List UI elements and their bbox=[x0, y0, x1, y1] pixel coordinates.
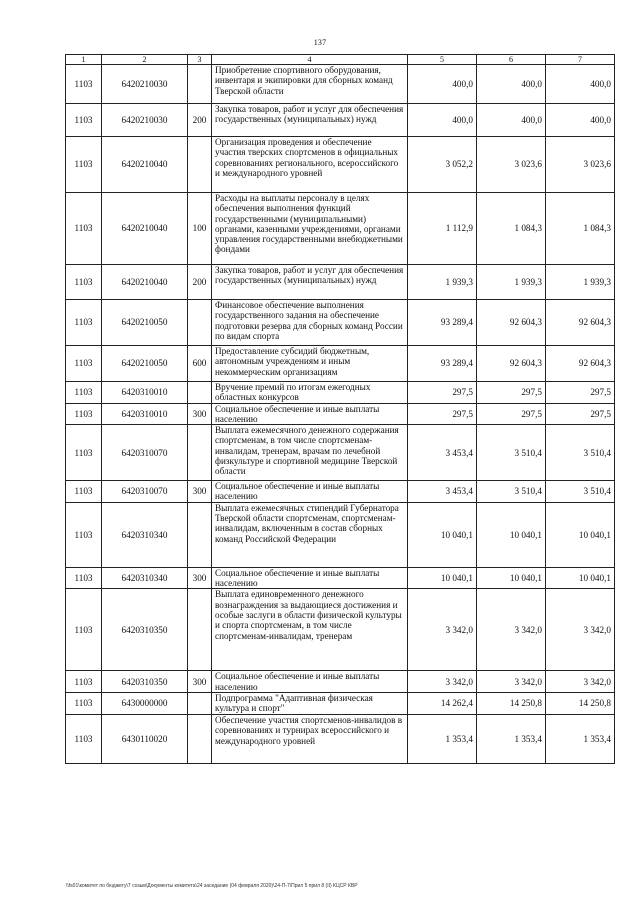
header-col-7: 7 bbox=[546, 55, 615, 65]
table-row bbox=[66, 671, 615, 693]
cell-description: Финансовое обеспечение выполнения государственного задания на обеспечение подготовки резерва для сборных команд России по видам спорта bbox=[212, 300, 408, 346]
cell-description: Предоставление субсидий бюджетным, автономным учреждениям и иным некоммерческим организациям bbox=[212, 346, 408, 382]
cell-amount-col7: 400,0 bbox=[546, 65, 615, 104]
cell-description: Закупка товаров, работ и услуг для обеспечения государственных (муниципальных) нужд bbox=[212, 265, 408, 300]
table-row bbox=[66, 65, 615, 104]
cell-expense-type: 100 bbox=[188, 193, 212, 265]
cell-description: Социальное обеспечение и иные выплаты населению bbox=[212, 567, 408, 589]
table-row bbox=[66, 567, 615, 589]
table-row bbox=[66, 481, 615, 503]
cell-amount-col7: 1 084,3 bbox=[546, 193, 615, 265]
cell-section: 1103 bbox=[66, 425, 102, 481]
cell-amount-col5: 3 342,0 bbox=[408, 589, 477, 671]
table-row bbox=[66, 346, 615, 382]
cell-expense-type: 300 bbox=[188, 481, 212, 503]
cell-amount-col5: 400,0 bbox=[408, 65, 477, 104]
cell-section: 1103 bbox=[66, 382, 102, 404]
cell-description: Закупка товаров, работ и услуг для обеспечения государственных (муниципальных) нужд bbox=[212, 104, 408, 137]
cell-description: Подпрограмма "Адаптивная физическая культура и спорт" bbox=[212, 692, 408, 714]
cell-description: Выплата единовременного денежного вознаграждения за выдающиеся достижения и особые заслуги в области физической культуры и спорта спортсменам, в том числе спортсменам-инвалидам, тренерам bbox=[212, 589, 408, 671]
cell-amount-col7: 92 604,3 bbox=[546, 300, 615, 346]
table-row bbox=[66, 300, 615, 346]
cell-description: Организация проведения и обеспечение участия тверских спортсменов в официальных соревнованиях регионального, всероссийского и международного уровней bbox=[212, 137, 408, 193]
cell-description: Социальное обеспечение и иные выплаты населению bbox=[212, 403, 408, 425]
cell-expense-type bbox=[188, 65, 212, 104]
table-row bbox=[66, 193, 615, 265]
budget-table bbox=[65, 54, 615, 764]
cell-amount-col5: 297,5 bbox=[408, 382, 477, 404]
cell-amount-col7: 3 342,0 bbox=[546, 671, 615, 693]
cell-amount-col6: 10 040,1 bbox=[477, 567, 546, 589]
cell-amount-col6: 1 939,3 bbox=[477, 265, 546, 300]
cell-amount-col5: 1 353,4 bbox=[408, 714, 477, 763]
cell-target-article: 6420210050 bbox=[102, 300, 188, 346]
cell-amount-col5: 3 453,4 bbox=[408, 425, 477, 481]
cell-expense-type bbox=[188, 714, 212, 763]
cell-section: 1103 bbox=[66, 714, 102, 763]
cell-target-article: 6430000000 bbox=[102, 692, 188, 714]
cell-section: 1103 bbox=[66, 65, 102, 104]
cell-amount-col5: 10 040,1 bbox=[408, 567, 477, 589]
cell-section: 1103 bbox=[66, 300, 102, 346]
cell-section: 1103 bbox=[66, 692, 102, 714]
cell-expense-type bbox=[188, 137, 212, 193]
header-col-2: 2 bbox=[102, 55, 188, 65]
cell-expense-type bbox=[188, 382, 212, 404]
cell-amount-col7: 10 040,1 bbox=[546, 567, 615, 589]
cell-amount-col7: 92 604,3 bbox=[546, 346, 615, 382]
cell-amount-col6: 92 604,3 bbox=[477, 346, 546, 382]
cell-expense-type bbox=[188, 300, 212, 346]
cell-expense-type: 600 bbox=[188, 346, 212, 382]
cell-amount-col6: 3 510,4 bbox=[477, 425, 546, 481]
cell-amount-col7: 297,5 bbox=[546, 403, 615, 425]
cell-section: 1103 bbox=[66, 589, 102, 671]
cell-target-article: 6420310010 bbox=[102, 403, 188, 425]
table-body bbox=[66, 65, 615, 764]
cell-section: 1103 bbox=[66, 265, 102, 300]
cell-amount-col5: 297,5 bbox=[408, 403, 477, 425]
cell-target-article: 6420210030 bbox=[102, 104, 188, 137]
cell-amount-col6: 14 250,8 bbox=[477, 692, 546, 714]
header-col-4: 4 bbox=[212, 55, 408, 65]
cell-amount-col7: 3 342,0 bbox=[546, 589, 615, 671]
cell-description: Социальное обеспечение и иные выплаты населению bbox=[212, 671, 408, 693]
table-row bbox=[66, 589, 615, 671]
cell-section: 1103 bbox=[66, 671, 102, 693]
cell-amount-col5: 400,0 bbox=[408, 104, 477, 137]
header-col-6: 6 bbox=[477, 55, 546, 65]
cell-expense-type: 200 bbox=[188, 265, 212, 300]
table-row bbox=[66, 265, 615, 300]
cell-amount-col6: 400,0 bbox=[477, 104, 546, 137]
cell-target-article: 6420310340 bbox=[102, 502, 188, 567]
cell-amount-col7: 3 023,6 bbox=[546, 137, 615, 193]
cell-section: 1103 bbox=[66, 502, 102, 567]
cell-expense-type bbox=[188, 692, 212, 714]
cell-amount-col6: 297,5 bbox=[477, 382, 546, 404]
cell-amount-col7: 3 510,4 bbox=[546, 481, 615, 503]
cell-amount-col5: 3 453,4 bbox=[408, 481, 477, 503]
cell-section: 1103 bbox=[66, 346, 102, 382]
cell-target-article: 6420310350 bbox=[102, 671, 188, 693]
table-row bbox=[66, 502, 615, 567]
cell-description: Обеспечение участия спортсменов-инвалидов в соревнованиях и турнирах всероссийского и международного уровней bbox=[212, 714, 408, 763]
cell-amount-col6: 3 023,6 bbox=[477, 137, 546, 193]
cell-expense-type: 300 bbox=[188, 403, 212, 425]
cell-amount-col6: 3 510,4 bbox=[477, 481, 546, 503]
cell-amount-col5: 14 262,4 bbox=[408, 692, 477, 714]
cell-description: Выплата ежемесячных стипендий Губернатора Тверской области спортсменам, спортсменам-инвалидам, включенным в состав сборных команд Российской Федерации bbox=[212, 502, 408, 567]
cell-expense-type: 300 bbox=[188, 671, 212, 693]
page-number: 137 bbox=[313, 38, 327, 47]
table-row bbox=[66, 137, 615, 193]
cell-target-article: 6420210040 bbox=[102, 265, 188, 300]
cell-amount-col6: 1 353,4 bbox=[477, 714, 546, 763]
cell-amount-col7: 297,5 bbox=[546, 382, 615, 404]
cell-amount-col7: 400,0 bbox=[546, 104, 615, 137]
cell-amount-col7: 14 250,8 bbox=[546, 692, 615, 714]
cell-amount-col6: 3 342,0 bbox=[477, 589, 546, 671]
cell-expense-type: 300 bbox=[188, 567, 212, 589]
cell-amount-col6: 297,5 bbox=[477, 403, 546, 425]
cell-amount-col5: 93 289,4 bbox=[408, 300, 477, 346]
cell-target-article: 6420310350 bbox=[102, 589, 188, 671]
cell-amount-col5: 3 342,0 bbox=[408, 671, 477, 693]
cell-section: 1103 bbox=[66, 193, 102, 265]
table-header bbox=[66, 55, 615, 65]
header-col-5: 5 bbox=[408, 55, 477, 65]
table-row bbox=[66, 425, 615, 481]
cell-description: Выплата ежемесячного денежного содержания спортсменам, в том числе спортсменам-инвалидам, тренерам, врачам по лечебной физкультуре и спортивной медицине Тверской области bbox=[212, 425, 408, 481]
cell-amount-col5: 10 040,1 bbox=[408, 502, 477, 567]
table-row bbox=[66, 104, 615, 137]
cell-description: Приобретение спортивного оборудования, инвентаря и экипировки для сборных команд Тверской области bbox=[212, 65, 408, 104]
file-path-footer: \\fs01\комитет по бюджету\7 созыв\Документы комитета\24 заседание (04 февраля 2020)\24-П-7\Прил 5 прил 8 (II) КЦСР КВР bbox=[66, 883, 358, 889]
cell-amount-col7: 10 040,1 bbox=[546, 502, 615, 567]
cell-target-article: 6430110020 bbox=[102, 714, 188, 763]
cell-section: 1103 bbox=[66, 137, 102, 193]
cell-amount-col5: 1 112,9 bbox=[408, 193, 477, 265]
cell-amount-col6: 400,0 bbox=[477, 65, 546, 104]
cell-section: 1103 bbox=[66, 481, 102, 503]
cell-target-article: 6420310010 bbox=[102, 382, 188, 404]
cell-section: 1103 bbox=[66, 104, 102, 137]
cell-amount-col5: 3 052,2 bbox=[408, 137, 477, 193]
table-row bbox=[66, 382, 615, 404]
cell-target-article: 6420310070 bbox=[102, 481, 188, 503]
header-col-1: 1 bbox=[66, 55, 102, 65]
table-row bbox=[66, 692, 615, 714]
cell-amount-col5: 1 939,3 bbox=[408, 265, 477, 300]
cell-section: 1103 bbox=[66, 403, 102, 425]
cell-description: Расходы на выплаты персоналу в целях обеспечения выполнения функций государственными (муниципальными) органами, казенными учреждениями, органами управления государственными внебюджетными фондами bbox=[212, 193, 408, 265]
cell-amount-col7: 3 510,4 bbox=[546, 425, 615, 481]
cell-description: Социальное обеспечение и иные выплаты населению bbox=[212, 481, 408, 503]
cell-expense-type: 200 bbox=[188, 104, 212, 137]
cell-amount-col5: 93 289,4 bbox=[408, 346, 477, 382]
cell-target-article: 6420210040 bbox=[102, 193, 188, 265]
table-row bbox=[66, 403, 615, 425]
cell-target-article: 6420210040 bbox=[102, 137, 188, 193]
header-col-3: 3 bbox=[188, 55, 212, 65]
cell-target-article: 6420310070 bbox=[102, 425, 188, 481]
cell-amount-col6: 3 342,0 bbox=[477, 671, 546, 693]
cell-expense-type bbox=[188, 425, 212, 481]
cell-amount-col6: 10 040,1 bbox=[477, 502, 546, 567]
cell-section: 1103 bbox=[66, 567, 102, 589]
cell-expense-type bbox=[188, 589, 212, 671]
cell-amount-col6: 1 084,3 bbox=[477, 193, 546, 265]
cell-description: Вручение премий по итогам ежегодных областных конкурсов bbox=[212, 382, 408, 404]
cell-target-article: 6420310340 bbox=[102, 567, 188, 589]
cell-expense-type bbox=[188, 502, 212, 567]
cell-amount-col6: 92 604,3 bbox=[477, 300, 546, 346]
cell-target-article: 6420210030 bbox=[102, 65, 188, 104]
cell-target-article: 6420210050 bbox=[102, 346, 188, 382]
cell-amount-col7: 1 353,4 bbox=[546, 714, 615, 763]
cell-amount-col7: 1 939,3 bbox=[546, 265, 615, 300]
table-row bbox=[66, 714, 615, 763]
